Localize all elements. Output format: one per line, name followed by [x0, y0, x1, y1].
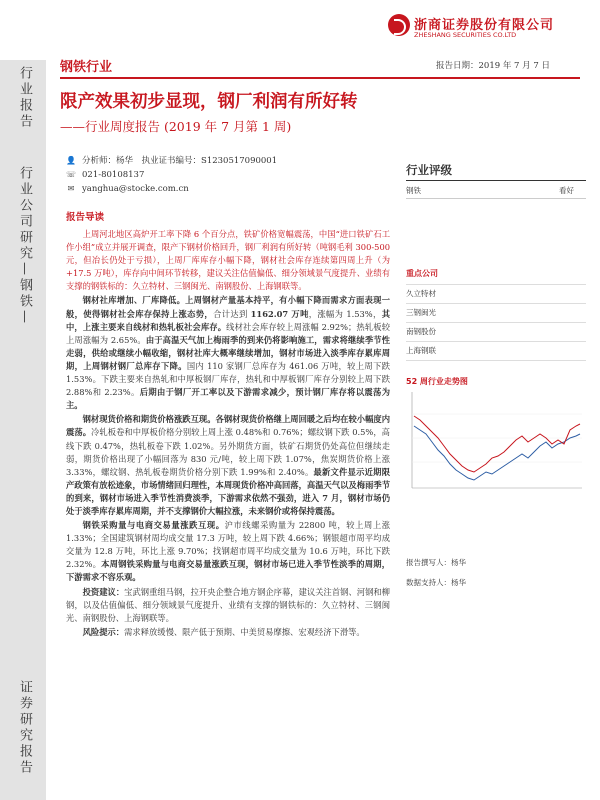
companies-list	[406, 284, 586, 361]
companies-heading: 重点公司	[406, 269, 438, 278]
summary-paragraph-volume: 钢铁采购量与电商交易量涨跌互现。沪市线螺采购量为 22800 吨，较上周上涨 1.33%；全国建筑钢材周均成交量 17.3 万吨，较上周下跌 4.66%；钢银超市周平均成交量为 12.8 万吨，环比上涨 9.70%；找钢超市周平均成交量为 10.6 万吨，环比下跌 2.32%。本周钢铁采购量与电商交易量涨跌互现，钢材市场已进入季节性淡季的周期，下游需求不容乐观。	[66, 520, 390, 583]
summary-heading: 报告导读	[66, 212, 105, 223]
summary-paragraph-intro: 上周河北地区高炉开工率下降 6 个百分点，铁矿价格宽幅震荡，中国“进口铁矿石工作小组”成立并展开调查，限产下钢材价格回升，钢厂利润有所好转（吨钢毛利 300-500 元，但冶长仍处于亏损），上周厂库库存小幅下降，钢材社会库存连续第四周上升（为+17.5 万吨），库存向中间环节转移，建议关注估值偏低、细分领域景气度提升、业绩有支撑的钢铁标的：久立特材、三钢闽光、南钢股份、上海钢联等。	[66, 229, 390, 292]
report-title: 限产效果初步显现，钢厂利润有所好转	[60, 92, 358, 112]
rating-divider	[406, 180, 586, 181]
company-logo-icon	[388, 14, 410, 36]
summary-paragraph-risk: 风险提示：需求释放缓慢、限产低于预期、中美贸易摩擦、宏观经济下滑等。	[82, 626, 365, 637]
company-item: 三钢闽光	[406, 303, 586, 322]
report-writer: 报告撰写人：杨华	[406, 558, 466, 567]
report-support	[406, 553, 466, 593]
person-icon: 👤	[66, 156, 76, 165]
series-industry-line	[414, 416, 580, 472]
side-label-industry-report: 行业报告	[17, 66, 32, 130]
analyst-info	[66, 154, 277, 196]
rating-bottom-divider	[406, 198, 586, 199]
email-icon: ✉	[67, 184, 75, 193]
side-label-company-research: 行业公司研究—钢铁—	[17, 166, 32, 326]
analyst-name: 分析师：杨华 执业证书编号：S1230517090001	[82, 156, 278, 166]
side-label-securities-report: 证券研究报告	[17, 680, 32, 776]
report-subtitle: ——行业周度报告 (2019 年 7 月第 1 周)	[60, 119, 292, 134]
rating-heading: 行业评级	[406, 163, 452, 177]
trend-chart-heading: 52 周行业走势图	[406, 377, 468, 386]
summary-body	[66, 228, 390, 640]
industry-tag: 钢铁行业	[60, 60, 113, 75]
header-divider	[60, 77, 580, 79]
summary-paragraph-prices: 钢材现货价格和期货价格涨跌互现。各钢材现货价格继上周回暖之后均在较小幅度内震荡。冷轧板卷和中厚板价格分别较上周上涨 0.48%和 0.76%；螺纹钢下跌 0.5%，高线下跌 0.47%，热轧板卷下跌 1.02%。另外期货方面，铁矿石期货仍处高位但继续走弱，期货价格出现了小幅回落为 830 元/吨，较上周下跌 1.07%，焦炭期货价格上涨 3.33%，螺纹钢、热轧板卷期货价格分别下跌 1.99%和 2.40%。最新文件显示近期限产政策有放松迹象，市场情绪回归理性，本周现货价格冲高回落，高温天气以及梅雨季节的到来，钢材市场进入季节性消费淡季，下游需求依然不强劲，进入 7 月，钢材市场仍处于淡季库存累库周期，并不支撑钢价大幅拉涨，未来钢价或将保持震荡。	[66, 414, 390, 516]
company-name-cn: 浙商证券股份有限公司	[414, 18, 555, 33]
company-name-en: ZHESHANG SECURITIES CO.LTD	[414, 31, 517, 39]
company-item: 南钢股份	[406, 322, 586, 341]
company-item: 上海钢联	[406, 341, 586, 361]
company-item: 久立特材	[406, 284, 586, 303]
summary-paragraph-advice: 投资建议：宝武钢重组马钢，拉开央企整合地方钢企序幕，建议关注首钢、河钢和柳钢，以及估值偏低、细分领域景气度提升、业绩有支撑的钢铁标的：久立特材、三钢闽光、南钢股份、上海钢联等。	[66, 586, 390, 623]
analyst-phone: 021-80108137	[82, 170, 145, 180]
rating-value: 看好	[559, 186, 574, 195]
report-date: 报告日期：2019 年 7 月 7 日	[436, 61, 550, 71]
phone-icon: ☏	[66, 170, 77, 179]
report-supporter: 数据支持人：杨华	[406, 578, 466, 587]
rating-row	[406, 185, 574, 196]
series-index-line	[414, 426, 580, 480]
summary-paragraph-inventory: 钢材社库增加、厂库降低。上周钢材产量基本持平，有小幅下降而需求方面表现一般，使得钢材社会库存保持上涨态势，合计达到 1162.07 万吨，涨幅为 1.53%，其中，上涨主要来自线材和热轧板社会库存。线材社会库存较上周涨幅 2.92%；热轧板较上周涨幅为 2.65%。由于高温天气加上梅雨季的到来仍将影响施工，需求将继续季节性走弱，供给或继续小幅收缩，钢材社库大概率继续增加，钢材市场进入淡季库存累库周期，上周钢材钢厂总库存下降。国内 110 家钢厂总库存为 461.06 万吨，较上周下跌 1.53%。下跌主要来自热轧和中厚板钢厂库存，热轧和中厚板钢厂库存分别较上周下跌 2.88%和 2.23%。后期由于钢厂开工率以及下游需求减少，预计钢厂库存将以震荡为主。	[66, 295, 390, 411]
rating-sector: 钢铁	[406, 186, 421, 195]
trend-chart	[404, 386, 586, 496]
analyst-email[interactable]: yanghua@stocke.com.cn	[82, 184, 189, 194]
